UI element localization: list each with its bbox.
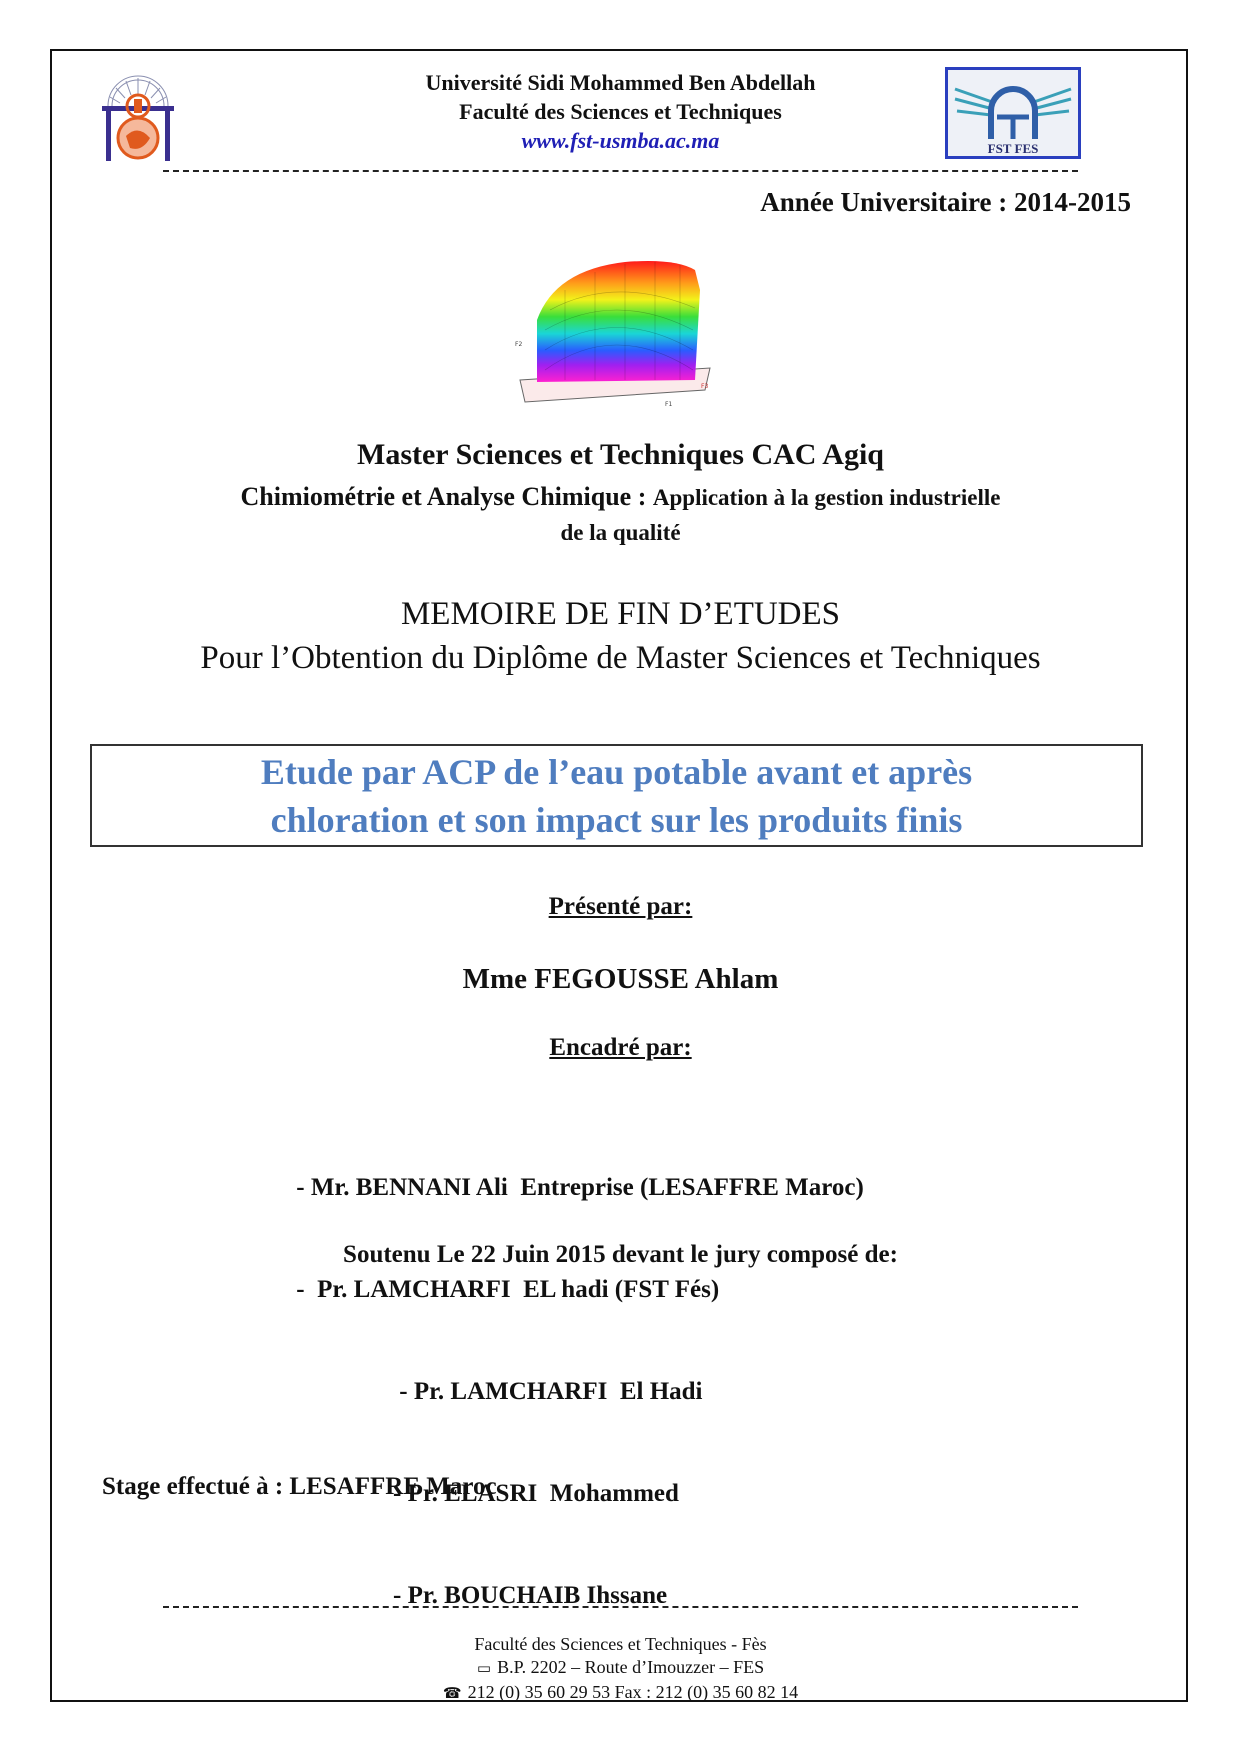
author-name: Mme FEGOUSSE Ahlam	[462, 963, 779, 995]
footer-institution: Faculté des Sciences et Techniques - Fès	[474, 1634, 767, 1654]
svg-text:FST FES: FST FES	[987, 141, 1039, 156]
memoire-title: MEMOIRE DE FIN D’ETUDES	[400, 596, 841, 632]
website-link[interactable]: www.fst-usmba.ac.ma	[521, 128, 720, 153]
jury-member: - Pr. BOUCHAIB Ihssane	[393, 1582, 668, 1609]
header-divider	[163, 170, 1078, 172]
academic-year: Année Universitaire : 2014-2015	[760, 187, 1131, 217]
university-name: Université Sidi Mohammed Ben Abdellah	[425, 70, 816, 95]
faculty-name: Faculté des Sciences et Techniques	[459, 99, 782, 124]
footer-address: B.P. 2202 – Route d’Imouzzer – FES	[497, 1657, 765, 1677]
presented-by-heading: Présenté par:	[548, 893, 693, 920]
supervisors-list	[290, 1103, 864, 1341]
internship-location: Stage effectué à : LESAFFRE Maroc	[102, 1473, 497, 1500]
master-program: Master Sciences et Techniques CAC Agiq	[357, 438, 884, 471]
svg-text:F2: F2	[515, 341, 523, 348]
footer-phone-fax: 212 (0) 35 60 29 53 Fax : 212 (0) 35 60 82 14	[467, 1682, 799, 1702]
3d-surface-plot-icon	[515, 250, 720, 408]
supervised-by-heading: Encadré par:	[549, 1034, 692, 1061]
master-specialty	[80, 480, 1161, 550]
supervisor-item: - Pr. LAMCHARFI EL hadi (FST Fés)	[290, 1276, 720, 1303]
jury-member: - Pr. ELASRI Mohammed	[393, 1480, 679, 1507]
phone-icon: ☎	[442, 1686, 462, 1702]
memoire-subtitle: Pour l’Obtention du Diplôme de Master Sciences et Techniques	[200, 640, 1041, 676]
specialty-application: Application à la gestion industrielle	[652, 485, 1001, 510]
footer-phone-row	[0, 1681, 1241, 1706]
footer-divider	[163, 1606, 1078, 1608]
thesis-title-box	[90, 744, 1143, 847]
footer	[0, 1633, 1241, 1706]
footer-address-row	[0, 1656, 1241, 1681]
specialty-main: Chimiométrie et Analyse Chimique :	[240, 482, 647, 511]
specialty-application-cont: de la qualité	[560, 520, 681, 545]
jury-member: - Pr. LAMCHARFI El Hadi	[393, 1378, 703, 1405]
thesis-title-line1: Etude par ACP de l’eau potable avant et après	[260, 752, 973, 792]
thesis-title-line2: chloration et son impact sur les produits finis	[270, 800, 963, 840]
fst-fes-logo-icon	[945, 67, 1081, 159]
memoire-heading	[0, 592, 1241, 680]
defense-statement: Soutenu Le 22 Juin 2015 devant le jury composé de:	[343, 1241, 898, 1268]
fst-fes-logo	[945, 67, 1081, 159]
mailbox-icon: ▭	[476, 1661, 492, 1677]
surface-plot-figure	[515, 250, 720, 408]
svg-text:F1: F1	[665, 401, 673, 408]
supervisor-item: - Mr. BENNANI Ali Entreprise (LESAFFRE Maroc)	[290, 1174, 864, 1201]
svg-text:F3: F3	[701, 383, 709, 390]
